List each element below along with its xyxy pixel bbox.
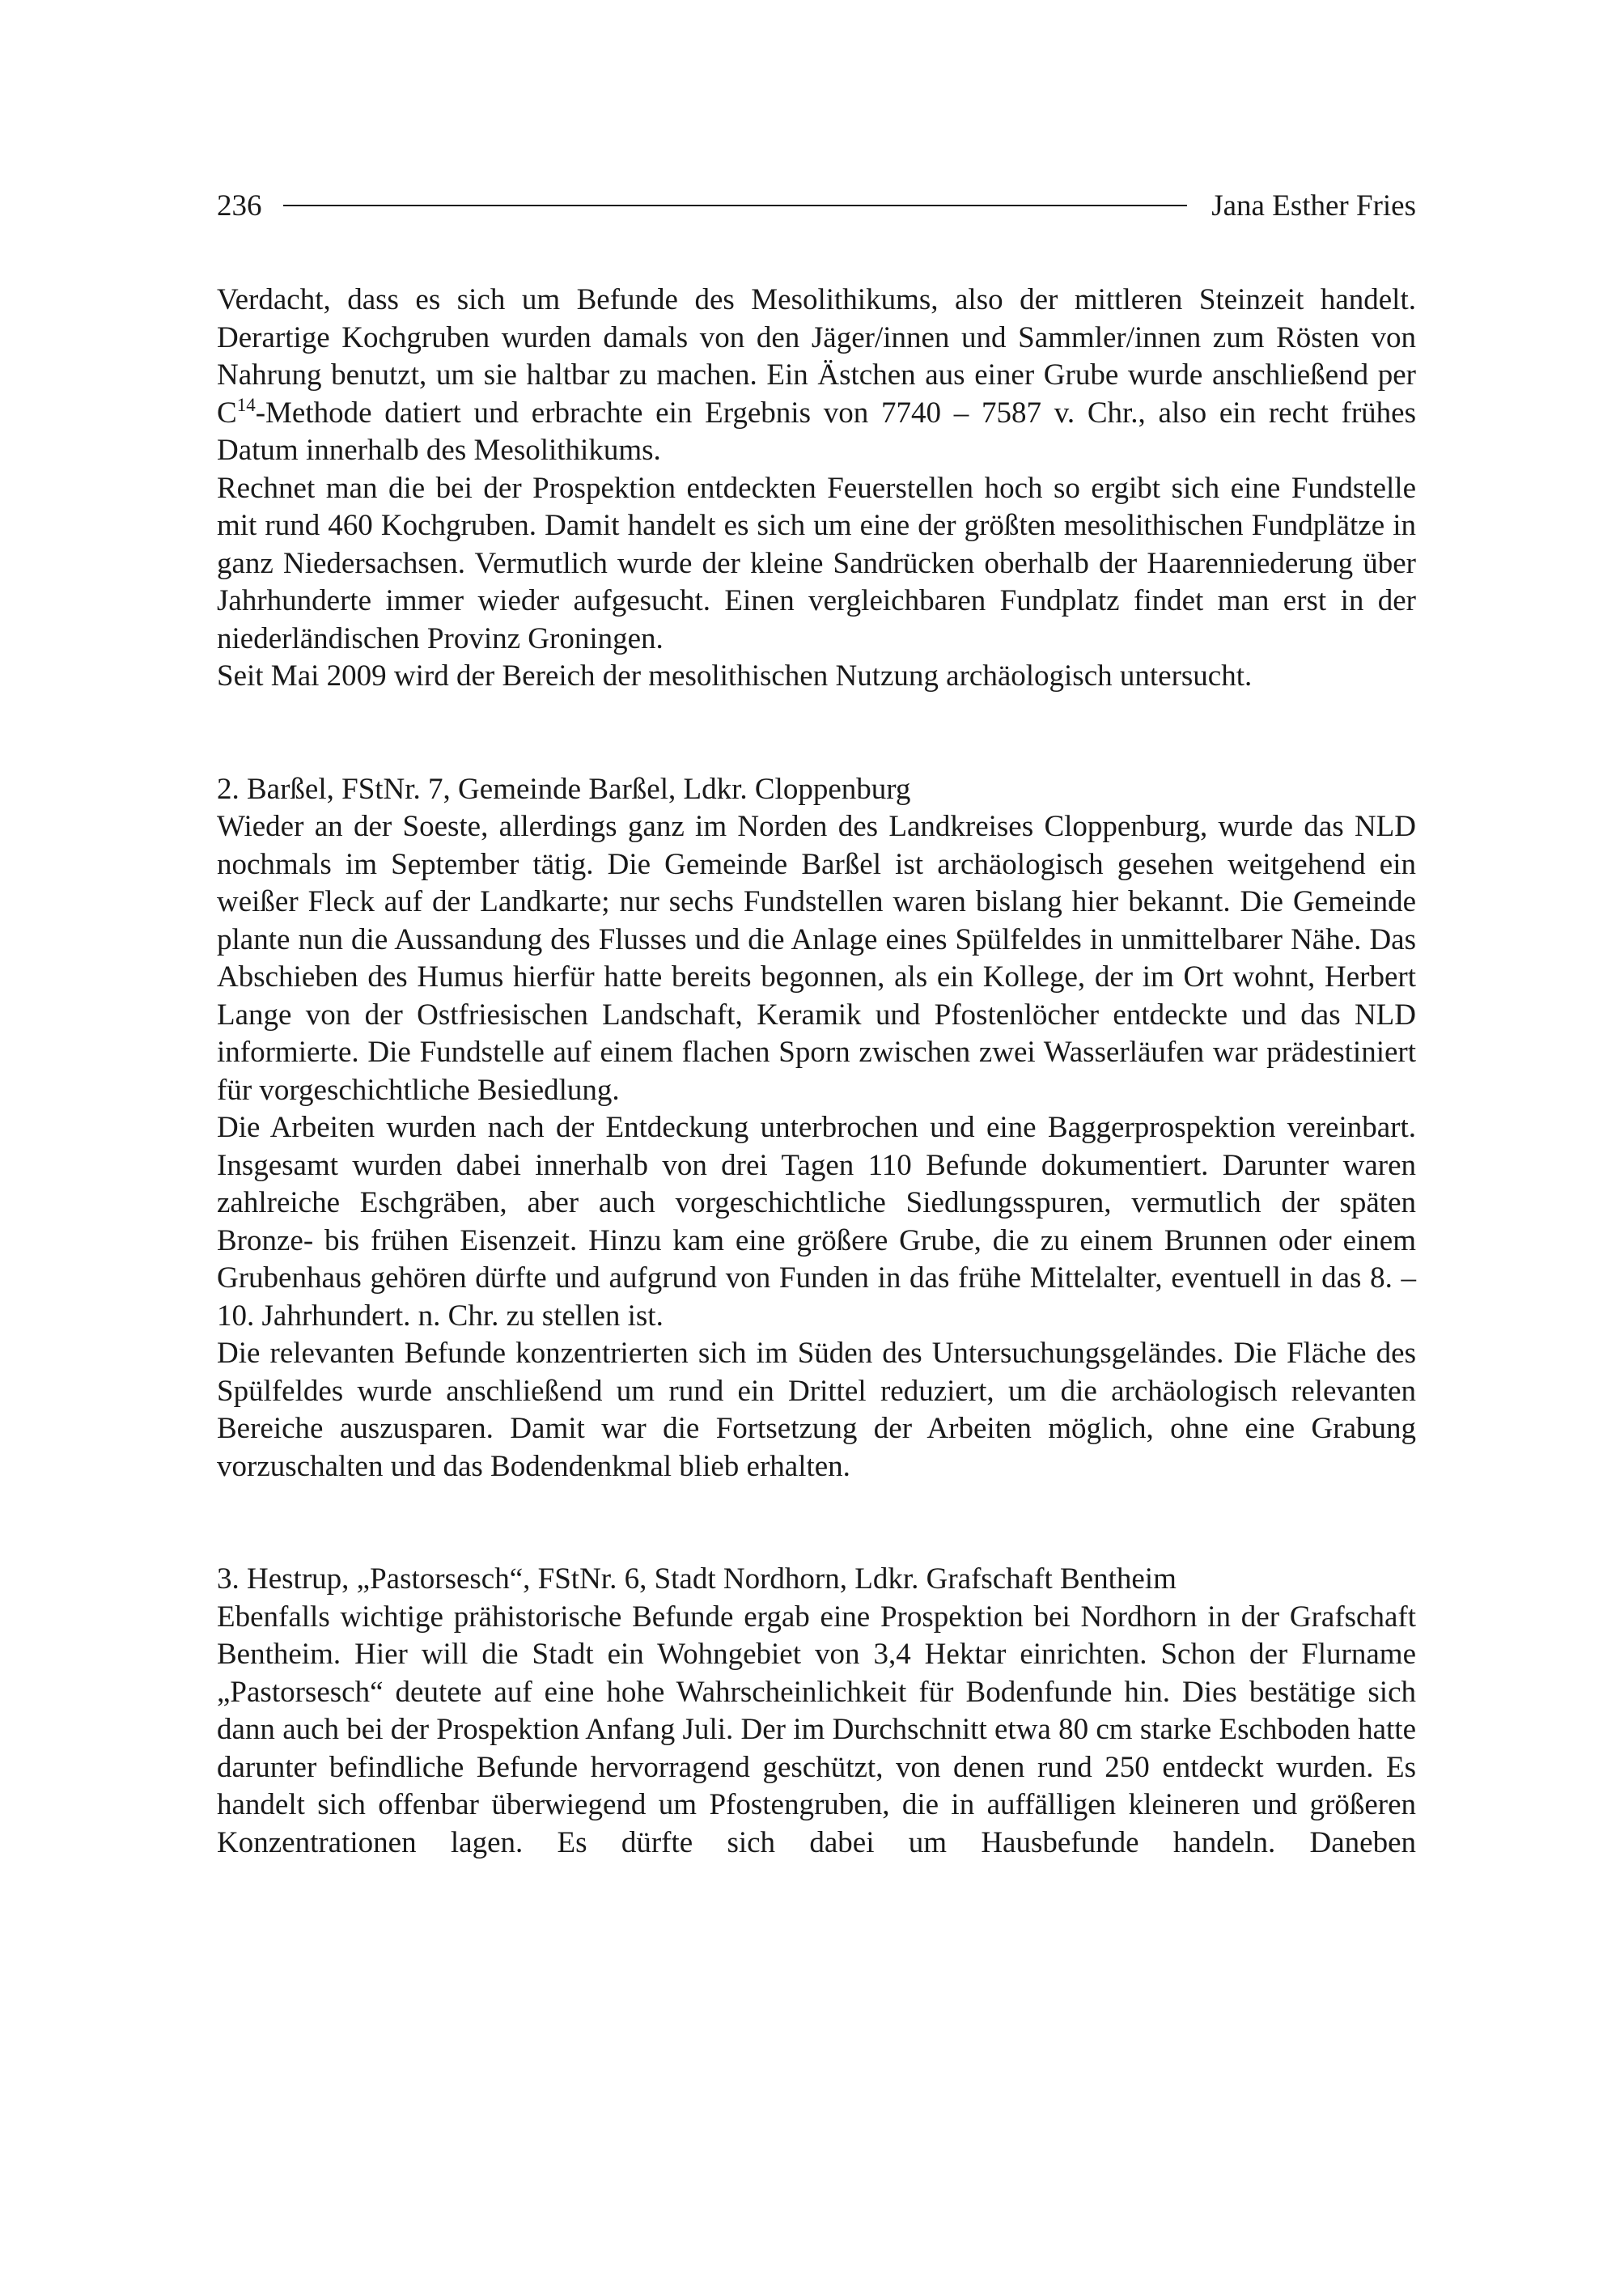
paragraph: Seit Mai 2009 wird der Bereich der mesolithischen Nutzung archäologisch untersucht. <box>217 659 1253 693</box>
section-heading: 3. Hestrup, „Pastorsesch“, FStNr. 6, Stadt Nordhorn, Ldkr. Grafschaft Bentheim <box>217 1562 1177 1596</box>
paragraph <box>217 282 1416 470</box>
paragraph: Wieder an der Soeste, allerdings ganz im Norden des Landkreises Cloppenburg, wurde das NLD nochmals im September tätig. Die Gemeinde Barßel ist archäologisch gesehen weitgehend ein weißer Fleck auf der Landkarte; nur sechs Fundstellen waren bislang hier bekannt. Die Gemeinde plante nun die Aussandung des Flusses und die Anlage eines Spülfeldes in unmittelbarer Nähe. Das Abschieben des Humus hierfür hatte bereits begonnen, als ein Kollege, der im Ort wohnt, Herbert Lange von der Ostfriesischen Landschaft, Keramik und Pfostenlöcher entdeckte und das NLD informierte. Die Fundstelle auf einem flachen Sporn zwischen zwei Wasserläufen war prädestiniert für vorgeschichtliche Besiedlung. <box>217 810 1416 1107</box>
section-spacer <box>217 696 1416 771</box>
section-heading: 2. Barßel, FStNr. 7, Gemeinde Barßel, Ldkr. Cloppenburg <box>217 772 911 806</box>
header-rule <box>283 205 1188 206</box>
page-number: 236 <box>217 189 262 223</box>
superscript: 14 <box>236 394 256 415</box>
paragraph: Ebenfalls wichtige prähistorische Befunde ergab eine Prospektion bei Nordhorn in der Grafschaft Bentheim. Hier will die Stadt ein Wohngebiet von 3,4 Hektar einrichten. Schon der Flurname „Pastorsesch“ deutete auf eine hohe Wahrscheinlichkeit für Bodenfunde hin. Dies bestätige sich dann auch bei der Prospektion Anfang Juli. Der im Durchschnitt etwa 80 cm starke Eschboden hatte darunter befindliche Befunde hervorragend geschützt, von denen rund 250 entdeckt wurden. Es handelt sich offenbar überwiegend um Pfostengruben, die in auffälligen kleineren und größeren Konzentrationen lagen. Es dürfte sich dabei um Hausbefunde handeln. Daneben <box>217 1600 1416 1859</box>
paragraph: Die Arbeiten wurden nach der Entdeckung unterbrochen und eine Baggerprospektion vereinbart. Insgesamt wurden dabei innerhalb von drei Tagen 110 Befunde dokumentiert. Darunter waren zahlreiche Eschgräben, aber auch vorgeschichtliche Siedlungsspuren, vermutlich der späten Bronze- bis frühen Eisenzeit. Hinzu kam eine größere Grube, die zu einem Brunnen oder einem Grubenhaus gehören dürfte und aufgrund von Funden in das frühe Mittelalter, eventuell in das 8. – 10. Jahrhundert. n. Chr. zu stellen ist. <box>217 1111 1416 1333</box>
body-text <box>217 282 1416 1862</box>
paragraph: Rechnet man die bei der Prospektion entdeckten Feuerstellen hoch so ergibt sich eine Fundstelle mit rund 460 Kochgruben. Damit handelt es sich um eine der größten mesolithischen Fundplätze in ganz Niedersachsen. Vermutlich wurde der kleine Sandrücken oberhalb der Haarenniederung über Jahrhunderte immer wieder aufgesucht. Einen vergleichbaren Fundplatz findet man erst in der niederländischen Provinz Groningen. <box>217 471 1416 655</box>
running-head <box>217 183 1416 228</box>
paragraph-text: Verdacht, dass es sich um Befunde des Mesolithikums, also der mittleren Steinzeit handelt. Derartige Kochgruben wurden damals von den Jäger/innen und Sammler/innen zum Rösten von Nahrung benutzt, um sie haltbar zu machen. Ein Ästchen aus einer Grube wurde anschließend per C <box>217 283 1416 430</box>
paragraph: Die relevanten Befunde konzentrierten sich im Süden des Untersuchungsgeländes. Die Fläche des Spülfeldes wurde anschließend um rund ein Drittel reduziert, um die archäologisch relevanten Bereiche auszusparen. Damit war die Fortsetzung der Arbeiten möglich, ohne eine Grabung vorzuschalten und das Bodendenkmal blieb erhalten. <box>217 1337 1416 1483</box>
document-page <box>217 0 1416 2293</box>
running-head-author: Jana Esther Fries <box>1211 189 1416 223</box>
paragraph-text: -Methode datiert und erbrachte ein Ergebnis von 7740 – 7587 v. Chr., also ein recht frühes Datum innerhalb des Mesolithikums. <box>217 396 1416 467</box>
section-spacer <box>217 1486 1416 1561</box>
